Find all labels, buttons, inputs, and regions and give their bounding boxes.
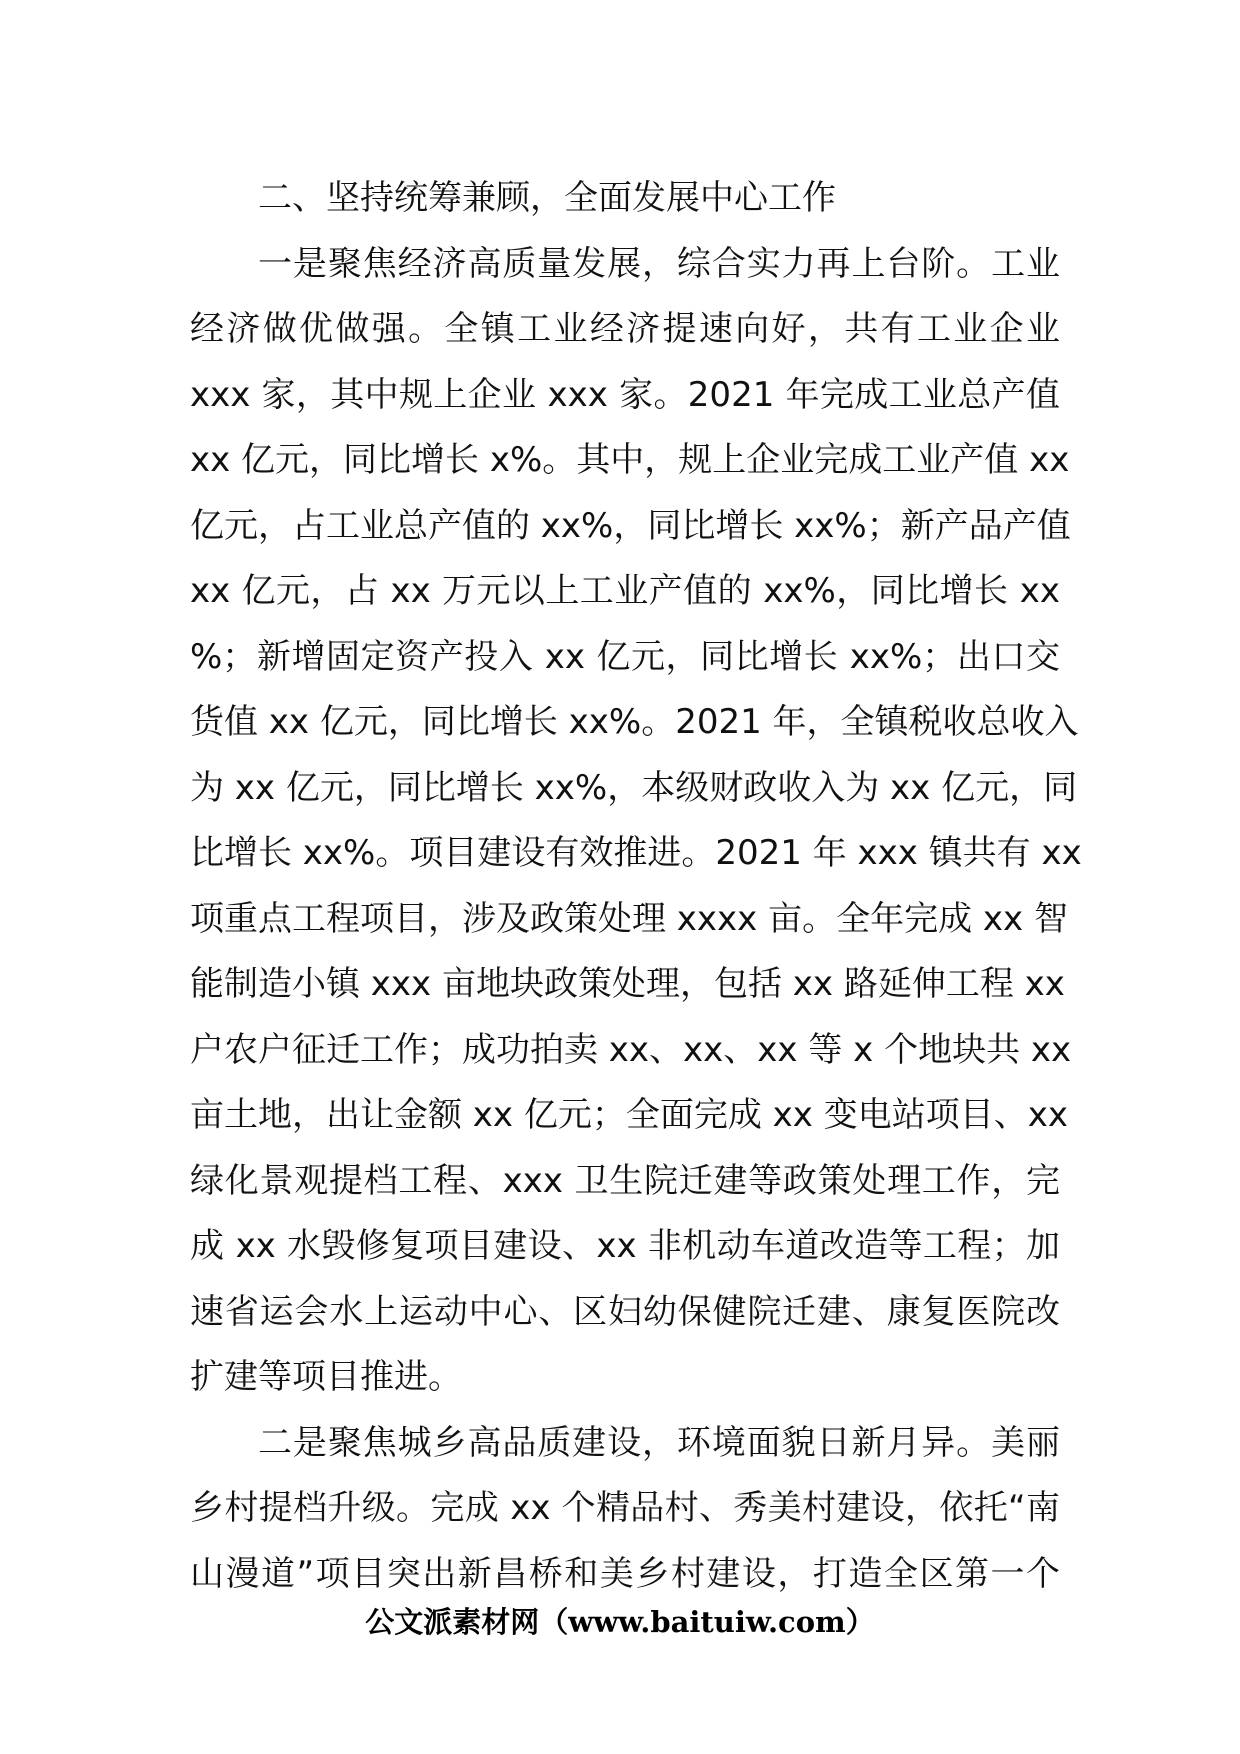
paragraph-line: %；新增固定资产投入 xx 亿元，同比增长 xx%；出口交: [190, 636, 1060, 677]
paragraph-line: 货值 xx 亿元，同比增长 xx%。2021 年，全镇税收总收入: [190, 702, 1079, 742]
watermark-footer: 公文派素材网（www.baituiw.com）: [365, 1605, 875, 1639]
paragraph-line: 项重点工程项目，涉及政策处理 xxxx 亩。全年完成 xx 智: [190, 898, 1068, 939]
section-heading: 二、坚持统筹兼顾，全面发展中心工作: [258, 178, 836, 218]
paragraph-line: 亿元，占工业总产值的 xx%，同比增长 xx%；新产品产值: [190, 505, 1071, 546]
paragraph-line: 户农户征迁工作；成功拍卖 xx、xx、xx 等 x 个地块共 xx: [190, 1029, 1072, 1070]
paragraph-line: 速省运会水上运动中心、区妇幼保健院迁建、康复医院改: [190, 1291, 1060, 1332]
paragraph-line: xx 亿元，占 xx 万元以上工业产值的 xx%，同比增长 xx: [190, 571, 1060, 611]
paragraph-line: 一是聚焦经济高质量发展，综合实力再上台阶。工业: [258, 243, 1060, 284]
paragraph-line: 扩建等项目推进。: [190, 1357, 462, 1397]
document-body: [190, 166, 1082, 1607]
paragraph-urban-rural: [190, 1411, 1060, 1608]
paragraph-economy: [190, 232, 1082, 1411]
paragraph-line: 成 xx 水毁修复项目建设、xx 非机动车道改造等工程；加: [190, 1226, 1060, 1266]
paragraph-line: xxx 家，其中规上企业 xxx 家。2021 年完成工业总产值: [190, 374, 1060, 415]
paragraph-line: 绿化景观提档工程、xxx 卫生院迁建等政策处理工作，完: [190, 1160, 1060, 1201]
paragraph-line: 能制造小镇 xxx 亩地块政策处理，包括 xx 路延伸工程 xx: [190, 964, 1065, 1004]
paragraph-line: 山漫道”项目突出新昌桥和美乡村建设，打造全区第一个: [190, 1553, 1060, 1594]
paragraph-line: 乡村提档升级。完成 xx 个精品村、秀美村建设，依托“南: [190, 1488, 1060, 1528]
paragraph-line: xx 亿元，同比增长 x%。其中，规上企业完成工业产值 xx: [190, 440, 1070, 480]
paragraph-line: 经济做优做强。全镇工业经济提速向好，共有工业企业: [190, 309, 1060, 349]
paragraph-line: 比增长 xx%。项目建设有效推进。2021 年 xxx 镇共有 xx: [190, 833, 1082, 873]
paragraph-line: 亩土地，出让金额 xx 亿元；全面完成 xx 变电站项目、xx: [190, 1095, 1068, 1135]
paragraph-line: 为 xx 亿元，同比增长 xx%，本级财政收入为 xx 亿元，同: [190, 767, 1078, 808]
paragraph-line: 二是聚焦城乡高品质建设，环境面貌日新月异。美丽: [258, 1422, 1060, 1463]
